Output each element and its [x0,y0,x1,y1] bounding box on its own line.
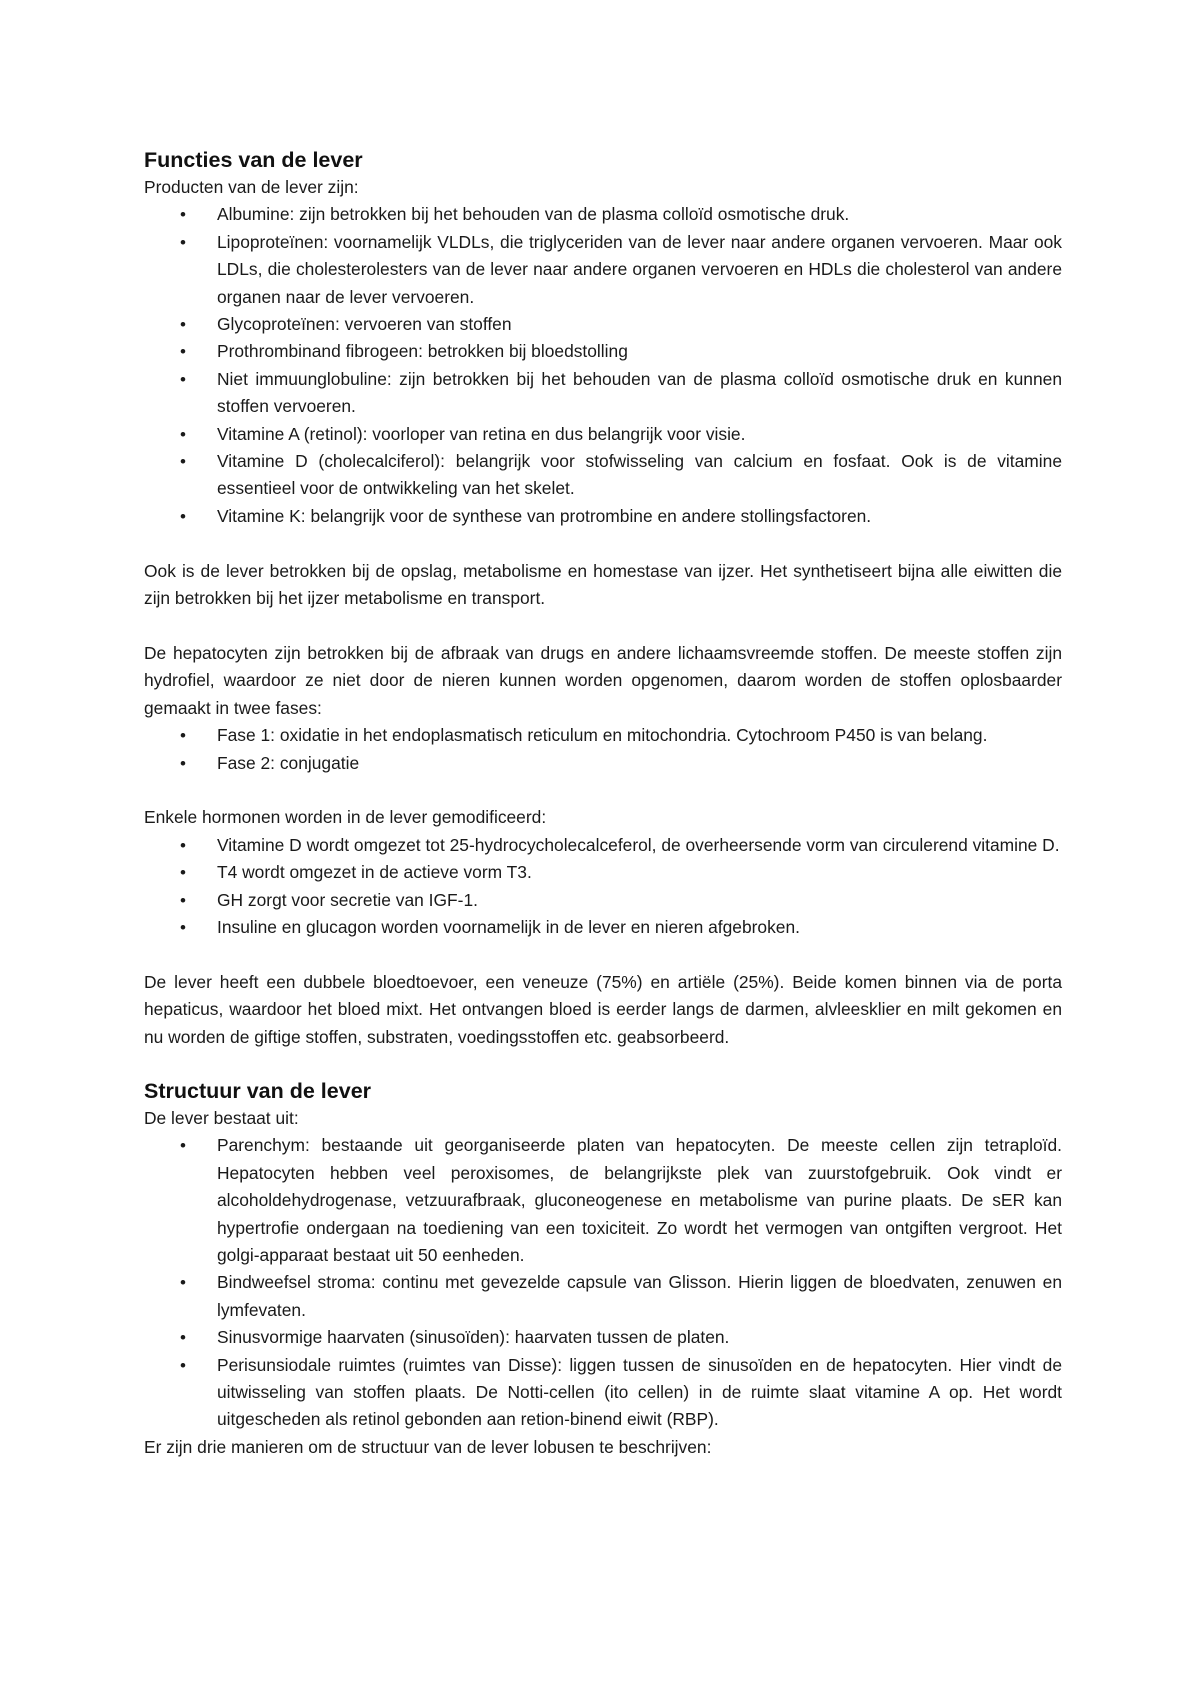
closing-line: Er zijn drie manieren om de structuur van de lever lobusen te beschrijven: [144,1436,712,1457]
list-item: • Vitamine D wordt omgezet tot 25-hydrocycholecalceferol, de overheersende vorm van circulerend vitamine D. [217,832,1062,859]
list-item: • T4 wordt omgezet in de actieve vorm T3. [217,859,1062,886]
list-item: • Glycoproteïnen: vervoeren van stoffen [217,311,1062,338]
phases-list [144,722,1062,777]
list-item: • GH zorgt voor secretie van IGF-1. [217,887,1062,914]
list-item: • Prothrombinand fibrogeen: betrokken bij bloedstolling [217,338,1062,365]
list-item: • Parenchym: bestaande uit georganiseerde platen van hepatocyten. De meeste cellen zijn tetraploïd. Hepatocyten hebben veel peroxisomes, de belangrijkste plek van zuurstofgebruik. Ook vindt er alcoholdehydrogenase, vetzuurafbraak, gluconeogenese en metabolisme van purine plaats. De sER kan hypertrofie ondergaan na toediening van een toxiciteit. Zo wordt het vermogen van ontgiften vergroot. Het golgi-apparaat bestaat uit 50 eenheden. [217,1132,1062,1269]
list-item: • Insuline en glucagon worden voornamelijk in de lever en nieren afgebroken. [217,914,1062,941]
structure-intro: De lever bestaat uit: [144,1107,299,1128]
blood-paragraph: De lever heeft een dubbele bloedtoevoer, een veneuze (75%) en artiële (25%). Beide komen binnen via de porta hepaticus, waardoor het bloed mixt. Het ontvangen bloed is eerder langs de darmen, alvleesklier en milt gekomen en nu worden de giftige stoffen, substraten, voedingsstoffen etc. geabsorbeerd. [144,971,1062,1047]
list-item: • Fase 1: oxidatie in het endoplasmatisch reticulum en mitochondria. Cytochroom P450 is van belang. [217,722,1062,749]
spacer [144,777,1062,804]
spacer [144,941,1062,968]
hormones-intro: Enkele hormonen worden in de lever gemodificeerd: [144,807,547,828]
hormones-list [144,832,1062,942]
document-page [144,146,1062,1461]
list-item: • Sinusvormige haarvaten (sinusoïden): haarvaten tussen de platen. [217,1324,1062,1351]
list-item: • Perisunsiodale ruimtes (ruimtes van Disse): liggen tussen de sinusoïden en de hepatocyten. Hier vindt de uitwisseling van stoffen plaats. De Notti-cellen (ito cellen) in de ruimte slaat vitamine A op. Het wordt uitgescheden als retinol gebonden aan retion-binend eiwit (RBP). [217,1352,1062,1434]
products-intro: Producten van de lever zijn: [144,177,359,197]
spacer [144,530,1062,557]
list-item: • Fase 2: conjugatie [217,750,1062,777]
spacer [144,612,1062,639]
list-item: • Vitamine K: belangrijk voor de synthese van protrombine en andere stollingsfactoren. [217,503,1062,530]
structure-list [144,1132,1062,1433]
list-item: • Bindweefsel stroma: continu met gevezelde capsule van Glisson. Hierin liggen de bloedvaten, zenuwen en lymfevaten. [217,1269,1062,1324]
list-item: • Vitamine A (retinol): voorloper van retina en dus belangrijk voor visie. [217,421,1062,448]
spacer [144,1051,1062,1077]
list-item: • Vitamine D (cholecalciferol): belangrijk voor stofwisseling van calcium en fosfaat. Ook is de vitamine essentieel voor de ontwikkeling van het skelet. [217,448,1062,503]
list-item: • Niet immuunglobuline: zijn betrokken bij het behouden van de plasma colloïd osmotische druk en kunnen stoffen vervoeren. [217,366,1062,421]
list-item: • Lipoproteïnen: voornamelijk VLDLs, die triglyceriden van de lever naar andere organen vervoeren. Maar ook LDLs, die cholesterolesters van de lever naar andere organen vervoeren en HDLs die cholesterol van andere organen naar de lever vervoeren. [217,229,1062,311]
heading-structuur: Structuur van de lever [144,1078,372,1103]
list-item: • Albumine: zijn betrokken bij het behouden van de plasma colloïd osmotische druk. [217,201,1062,228]
iron-paragraph: Ook is de lever betrokken bij de opslag, metabolisme en homestase van ijzer. Het synthetiseert bijna alle eiwitten die zijn betrokken bij het ijzer metabolisme en transport. [144,560,1062,609]
products-list [144,201,1062,530]
heading-functies: Functies van de lever [144,148,363,172]
hepatocyte-paragraph: De hepatocyten zijn betrokken bij de afbraak van drugs en andere lichaamsvreemde stoffen. De meeste stoffen zijn hydrofiel, waardoor ze niet door de nieren kunnen worden opgenomen, daarom worden de stoffen oplosbaarder gemaakt in twee fases: [144,642,1062,718]
